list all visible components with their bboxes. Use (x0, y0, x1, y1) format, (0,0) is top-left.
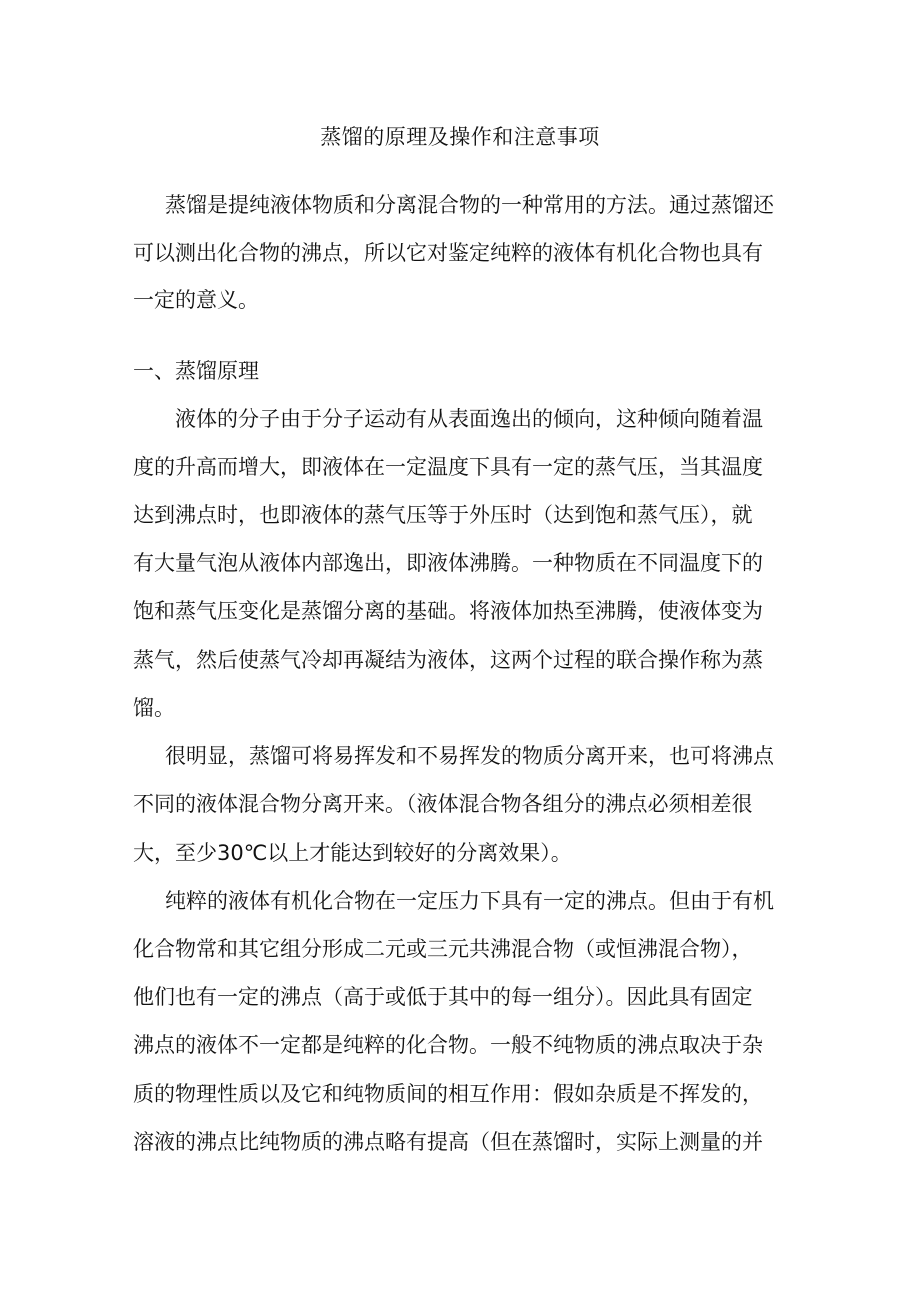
paragraph-line: 蒸气，然后使蒸气冷却再凝结为液体，这两个过程的联合操作称为蒸 (133, 648, 763, 672)
paragraph-line: 很明显，蒸馏可将易挥发和不易挥发的物质分离开来，也可将沸点 (165, 744, 774, 768)
paragraph-line: 质的物理性质以及它和纯物质间的相互作用：假如杂质是不挥发的， (133, 1082, 763, 1106)
paragraph-line: 液体的分子由于分子运动有从表面逸出的倾向，这种倾向随着温 (175, 407, 763, 431)
section-heading: 一、蒸馏原理 (133, 359, 259, 383)
paragraph-line: 溶液的沸点比纯物质的沸点略有提高（但在蒸馏时，实际上测量的并 (133, 1130, 763, 1154)
paragraph-line: 达到沸点时，也即液体的蒸气压等于外压时（达到饱和蒸气压），就 (133, 503, 753, 527)
paragraph-line: 不同的液体混合物分离开来。（液体混合物各组分的沸点必须相差很 (133, 792, 753, 816)
paragraph-line: 他们也有一定的沸点（高于或低于其中的每一组分）。因此具有固定 (133, 985, 753, 1009)
paragraph-line: 化合物常和其它组分形成二元或三元共沸混合物（或恒沸混合物）， (133, 937, 753, 961)
paragraph-line: 饱和蒸气压变化是蒸馏分离的基础。将液体加热至沸腾，使液体变为 (133, 599, 763, 623)
paragraph-line: 大，至少30℃以上才能达到较好的分离效果）。 (133, 841, 572, 865)
paragraph-line: 度的升高而增大，即液体在一定温度下具有一定的蒸气压，当其温度 (133, 455, 763, 479)
paragraph-line: 有大量气泡从液体内部逸出，即液体沸腾。一种物质在不同温度下的 (133, 551, 763, 575)
paragraph-line: 可以测出化合物的沸点，所以它对鉴定纯粹的液体有机化合物也具有 (133, 241, 763, 265)
paragraph-line: 馏。 (133, 696, 175, 720)
paragraph-line: 沸点的液体不一定都是纯粹的化合物。一般不纯物质的沸点取决于杂 (133, 1033, 763, 1057)
paragraph-line: 纯粹的液体有机化合物在一定压力下具有一定的沸点。但由于有机 (165, 889, 774, 913)
page-title: 蒸馏的原理及操作和注意事项 (320, 125, 600, 149)
paragraph-line: 蒸馏是提纯液体物质和分离混合物的一种常用的方法。通过蒸馏还 (165, 193, 774, 217)
paragraph-line: 一定的意义。 (133, 288, 259, 312)
